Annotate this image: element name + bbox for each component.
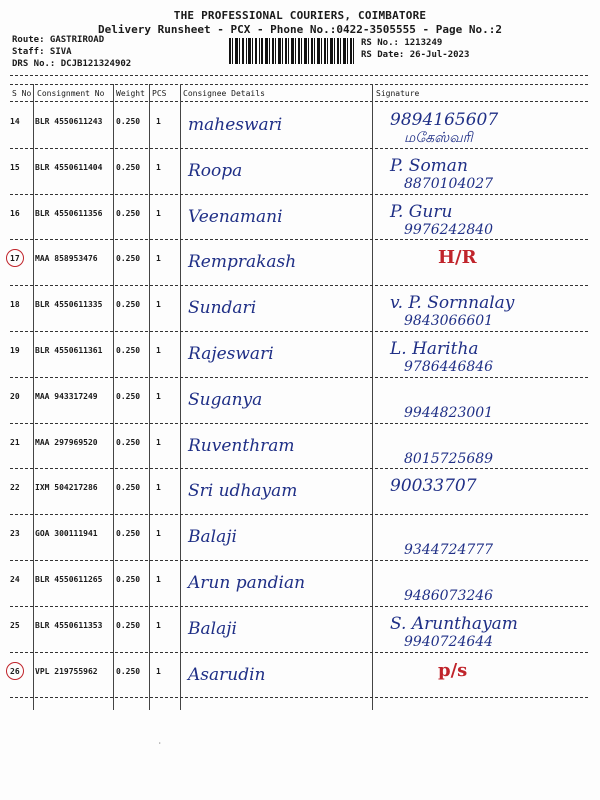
row-consignee-name: Sundari <box>188 298 257 319</box>
row-pcs: 1 <box>156 117 161 126</box>
row-consignee-name: Suganya <box>188 389 263 410</box>
row-consignment-no: BLR 4550611335 <box>35 300 103 310</box>
row-sno: 14 <box>10 117 20 126</box>
row-pcs: 1 <box>156 208 161 218</box>
row-pcs: 1 <box>156 666 161 676</box>
row-consignment-no: GOA 300111941 <box>35 529 98 539</box>
row-signature: H/R <box>438 247 477 269</box>
row-weight: 0.250 <box>116 483 141 493</box>
col-header-consignee: Consignee Details <box>183 89 265 98</box>
row-divider <box>10 285 588 286</box>
rs-date: RS Date: 26-Jul-2023 <box>361 50 470 60</box>
row-weight: 0.250 <box>116 346 141 355</box>
col-divider-consignee <box>372 84 373 710</box>
row-consignment-no: BLR 4550611361 <box>35 346 103 355</box>
stray-mark: · <box>158 740 162 747</box>
col-header-sno: S No <box>12 89 32 98</box>
col-divider-weight <box>149 84 150 710</box>
row-signature-phone: 9976242840 <box>404 221 494 238</box>
col-header-pcs: PCS <box>152 89 167 98</box>
row-signature: 9894165607 <box>390 110 499 130</box>
row-divider <box>10 423 588 424</box>
row-consignment-no: BLR 4550611243 <box>35 117 103 126</box>
row-divider <box>10 331 588 332</box>
row-signature: v. P. Sornnalay <box>390 293 515 314</box>
row-sno: 20 <box>10 391 20 401</box>
row-divider <box>10 377 588 378</box>
row-consignment-no: MAA 943317249 <box>35 391 98 401</box>
row-divider <box>10 194 588 195</box>
row-signature: P. Soman <box>390 155 468 176</box>
row-sno: 16 <box>10 208 20 218</box>
row-consignment-no: IXM 504217286 <box>35 483 98 493</box>
row-consignment-no: BLR 4550611356 <box>35 208 103 218</box>
row-consignee-name: Veenamani <box>188 206 283 227</box>
row-signature: p/s <box>438 659 468 681</box>
row-consignee-name: Asarudin <box>188 664 266 685</box>
row-consignee-name: Rajeswari <box>188 344 274 364</box>
rs-number: RS No.: 1213249 <box>361 38 443 48</box>
drs-number: DRS No.: DCJB121324902 <box>12 59 132 69</box>
row-divider <box>10 560 588 561</box>
row-consignee-name: Balaji <box>188 618 237 639</box>
row-consignee-name: maheswari <box>188 115 283 135</box>
row-sno: 22 <box>10 483 20 493</box>
row-consignment-no: BLR 4550611404 <box>35 162 103 172</box>
row-consignment-no: BLR 4550611353 <box>35 620 103 630</box>
row-sno: 25 <box>10 620 20 630</box>
col-divider-pcs <box>180 84 181 710</box>
row-weight: 0.250 <box>116 575 141 584</box>
row-weight: 0.250 <box>116 620 141 630</box>
row-signature-phone: 9344724777 <box>404 542 494 559</box>
row-divider <box>10 697 588 698</box>
row-signature-phone: 9940724644 <box>404 633 494 650</box>
row-pcs: 1 <box>156 162 161 172</box>
row-consignee-name: Balaji <box>188 527 237 548</box>
row-sno: 15 <box>10 162 20 172</box>
col-header-consignment: Consignment No <box>37 89 105 98</box>
row-signature: 90033707 <box>390 476 477 497</box>
row-sno: 18 <box>10 300 20 310</box>
row-consignee-name: Ruventhram <box>188 435 295 456</box>
row-consignee-name: Roopa <box>188 160 243 181</box>
row-consignment-no: MAA 858953476 <box>35 254 98 264</box>
row-pcs: 1 <box>156 346 161 355</box>
row-sno: 26 <box>10 666 20 676</box>
header-divider-top <box>10 75 588 76</box>
row-pcs: 1 <box>156 483 161 493</box>
staff-label: Staff: SIVA <box>12 47 72 57</box>
row-signature-phone: 9486073246 <box>404 588 494 604</box>
row-pcs: 1 <box>156 620 161 630</box>
row-signature-phone: 9843066601 <box>404 313 494 330</box>
row-sno: 23 <box>10 529 20 539</box>
row-pcs: 1 <box>156 391 161 401</box>
row-divider <box>10 514 588 515</box>
row-consignment-no: BLR 4550611265 <box>35 575 103 584</box>
runsheet-subtitle: Delivery Runsheet - PCX - Phone No.:0422-3505555 - Page No.:2 <box>98 23 502 36</box>
row-signature: S. Arunthayam <box>390 613 518 634</box>
col-header-signature: Signature <box>376 89 420 98</box>
row-signature: P. Guru <box>390 201 453 222</box>
company-title: THE PROFESSIONAL COURIERS, COIMBATORE <box>173 9 427 22</box>
row-weight: 0.250 <box>116 529 141 539</box>
row-weight: 0.250 <box>116 117 141 126</box>
row-sno: 21 <box>10 437 20 447</box>
row-weight: 0.250 <box>116 666 141 676</box>
row-weight: 0.250 <box>116 300 141 310</box>
header-divider-bottom <box>10 101 588 102</box>
row-signature-phone: 8015725689 <box>404 450 494 467</box>
row-weight: 0.250 <box>116 208 141 218</box>
row-signature-phone: 9944823001 <box>404 404 494 421</box>
header-divider-mid <box>10 84 588 85</box>
row-consignment-no: MAA 297969520 <box>35 437 98 447</box>
col-header-weight: Weight <box>116 89 145 98</box>
row-pcs: 1 <box>156 300 161 310</box>
row-consignee-name: Remprakash <box>188 252 297 273</box>
row-weight: 0.250 <box>116 254 141 264</box>
row-signature-phone: 8870104027 <box>404 175 494 192</box>
row-weight: 0.250 <box>116 391 141 401</box>
route-label: Route: GASTRIROAD <box>12 35 105 45</box>
row-divider <box>10 652 588 653</box>
row-sno: 17 <box>10 254 20 264</box>
row-pcs: 1 <box>156 575 161 584</box>
row-pcs: 1 <box>156 254 161 264</box>
row-divider <box>10 239 588 240</box>
barcode-image <box>229 38 354 64</box>
row-divider <box>10 468 588 469</box>
row-consignee-name: Arun pandian <box>188 573 306 593</box>
row-sno: 24 <box>10 575 20 584</box>
row-weight: 0.250 <box>116 162 141 172</box>
row-consignee-name: Sri udhayam <box>188 481 298 502</box>
row-pcs: 1 <box>156 529 161 539</box>
row-pcs: 1 <box>156 437 161 447</box>
row-weight: 0.250 <box>116 437 141 447</box>
row-divider <box>10 148 588 149</box>
col-divider-consignment <box>113 84 114 710</box>
row-signature: L. Haritha <box>390 339 479 359</box>
row-signature-phone: 9786446846 <box>404 359 494 375</box>
row-sno: 19 <box>10 346 20 355</box>
col-divider-sno <box>33 84 34 710</box>
row-divider <box>10 606 588 607</box>
row-signature-phone: மகேஸ்வரி <box>404 130 473 146</box>
row-consignment-no: VPL 219755962 <box>35 666 98 676</box>
